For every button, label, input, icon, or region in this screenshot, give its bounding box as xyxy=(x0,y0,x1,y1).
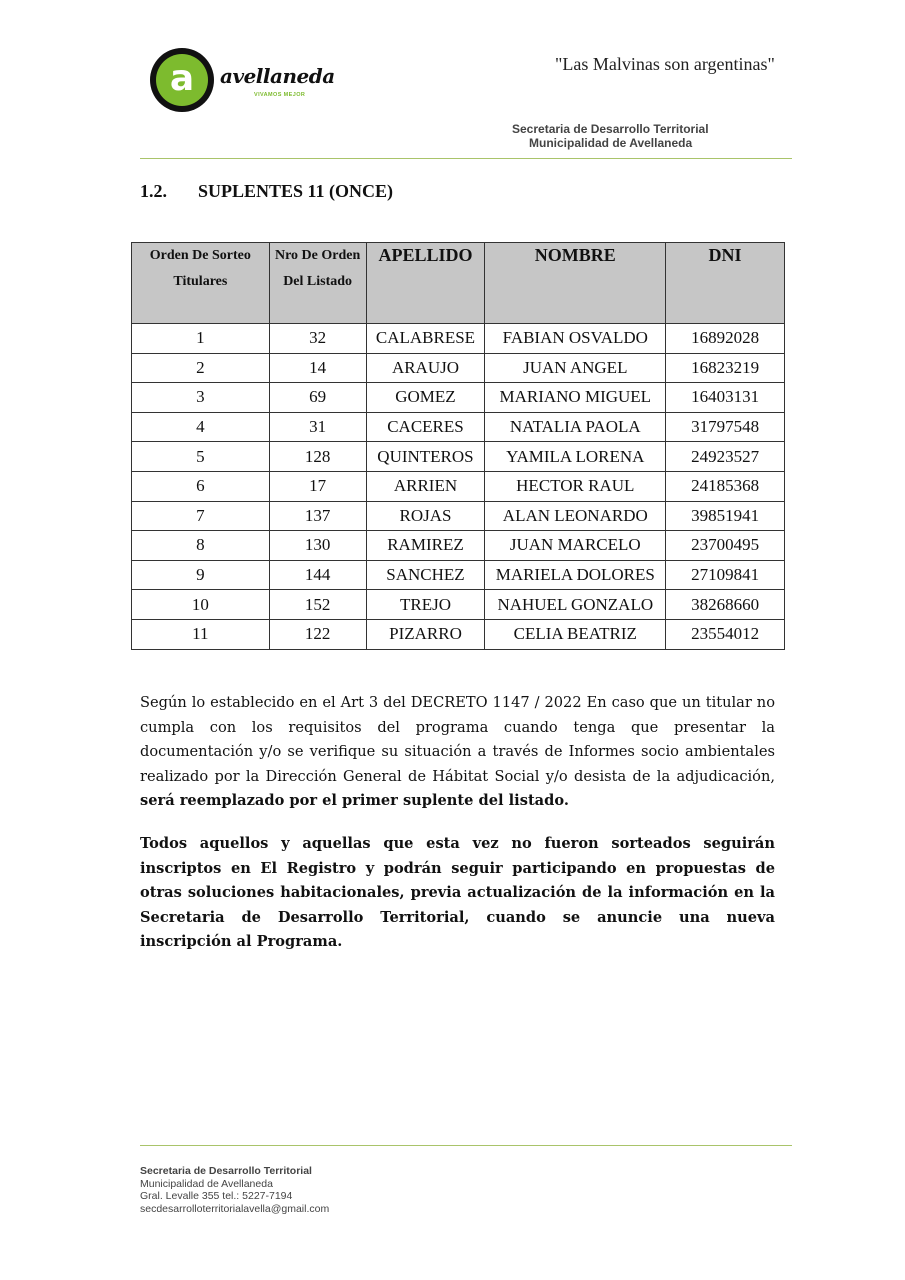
cell-nro-orden: 152 xyxy=(269,590,366,620)
cell-apellido: TREJO xyxy=(366,590,485,620)
section-heading xyxy=(140,181,393,202)
header-orden-sorteo: Orden De Sorteo Titulares xyxy=(132,243,270,324)
cell-dni: 23554012 xyxy=(666,619,785,649)
substitutes-table xyxy=(131,242,785,650)
header-divider xyxy=(140,158,792,159)
cell-apellido: ARAUJO xyxy=(366,353,485,383)
paragraph-decree-bold: será reemplazado por el primer suplente del listado. xyxy=(140,792,569,809)
footer-municipality: Municipalidad de Avellaneda xyxy=(140,1177,273,1190)
logo-wordmark: avellaneda xyxy=(220,64,335,88)
header-department xyxy=(512,122,709,150)
logo-letter: a xyxy=(156,54,208,106)
cell-nro-orden: 32 xyxy=(269,324,366,354)
cell-dni: 24923527 xyxy=(666,442,785,472)
footer-department: Secretaria de Desarrollo Territorial xyxy=(140,1165,312,1177)
cell-dni: 27109841 xyxy=(666,560,785,590)
cell-nombre: FABIAN OSVALDO xyxy=(485,324,666,354)
paragraph-decree-text: Según lo establecido en el Art 3 del DECRETO 1147 / 2022 En caso que un titular no cumpla con los requisitos del programa cuando tenga que presentar la documentación y/o se verifique su situación a través de Informes socio ambientales realizado por la Dirección General de Hábitat Social y/o desista de la adjudicación, xyxy=(140,694,775,785)
cell-nombre: NATALIA PAOLA xyxy=(485,412,666,442)
footer-address: Gral. Levalle 355 tel.: 5227-7194 xyxy=(140,1190,293,1202)
cell-nro-orden: 144 xyxy=(269,560,366,590)
cell-orden-sorteo: 3 xyxy=(132,383,270,413)
table-row xyxy=(132,471,785,501)
paragraph-registry: Todos aquellos y aquellas que esta vez no fueron sorteados seguirán inscriptos en El Registro y podrán seguir participando en propuestas de otras soluciones habitacionales, previa actualización de la información en la Secretaria de Desarrollo Territorial, cuando se anuncie una nueva inscripción al Programa. xyxy=(140,835,775,950)
cell-orden-sorteo: 9 xyxy=(132,560,270,590)
cell-apellido: CALABRESE xyxy=(366,324,485,354)
header-department-line2: Municipalidad de Avellaneda xyxy=(529,136,693,150)
section-title: SUPLENTES 11 (ONCE) xyxy=(198,181,394,201)
cell-dni: 24185368 xyxy=(666,471,785,501)
cell-dni: 31797548 xyxy=(666,412,785,442)
header-apellido: APELLIDO xyxy=(366,243,485,324)
cell-nro-orden: 137 xyxy=(269,501,366,531)
cell-orden-sorteo: 2 xyxy=(132,353,270,383)
cell-nro-orden: 130 xyxy=(269,531,366,561)
table-row xyxy=(132,442,785,472)
footer xyxy=(140,1165,329,1215)
cell-orden-sorteo: 10 xyxy=(132,590,270,620)
cell-nombre: CELIA BEATRIZ xyxy=(485,619,666,649)
cell-apellido: PIZARRO xyxy=(366,619,485,649)
table-row xyxy=(132,560,785,590)
table-row xyxy=(132,590,785,620)
header-dni: DNI xyxy=(666,243,785,324)
header-nro-orden: Nro De Orden Del Listado xyxy=(269,243,366,324)
cell-orden-sorteo: 6 xyxy=(132,471,270,501)
cell-orden-sorteo: 7 xyxy=(132,501,270,531)
cell-nro-orden: 17 xyxy=(269,471,366,501)
cell-apellido: CACERES xyxy=(366,412,485,442)
cell-nombre: MARIANO MIGUEL xyxy=(485,383,666,413)
table-body xyxy=(132,324,785,650)
cell-dni: 16823219 xyxy=(666,353,785,383)
header-nombre: NOMBRE xyxy=(485,243,666,324)
table-header-row xyxy=(132,243,785,324)
cell-dni: 16403131 xyxy=(666,383,785,413)
cell-dni: 16892028 xyxy=(666,324,785,354)
cell-dni: 39851941 xyxy=(666,501,785,531)
header-department-line1: Secretaria de Desarrollo Territorial xyxy=(512,122,709,136)
cell-nro-orden: 31 xyxy=(269,412,366,442)
footer-email: secdesarrolloterritorialavella@gmail.com xyxy=(140,1202,330,1215)
cell-nro-orden: 69 xyxy=(269,383,366,413)
table-row xyxy=(132,383,785,413)
cell-apellido: GOMEZ xyxy=(366,383,485,413)
table-row xyxy=(132,412,785,442)
section-number: 1.2. xyxy=(140,181,167,201)
cell-nombre: NAHUEL GONZALO xyxy=(485,590,666,620)
cell-nombre: YAMILA LORENA xyxy=(485,442,666,472)
cell-dni: 23700495 xyxy=(666,531,785,561)
cell-nro-orden: 122 xyxy=(269,619,366,649)
cell-orden-sorteo: 8 xyxy=(132,531,270,561)
cell-dni: 38268660 xyxy=(666,590,785,620)
table-row xyxy=(132,501,785,531)
header-motto: "Las Malvinas son argentinas" xyxy=(555,54,775,74)
logo-circle xyxy=(150,48,214,112)
table-row xyxy=(132,353,785,383)
cell-nro-orden: 14 xyxy=(269,353,366,383)
footer-divider xyxy=(140,1145,792,1146)
cell-nro-orden: 128 xyxy=(269,442,366,472)
cell-orden-sorteo: 1 xyxy=(132,324,270,354)
cell-apellido: RAMIREZ xyxy=(366,531,485,561)
cell-apellido: ROJAS xyxy=(366,501,485,531)
avellaneda-logo xyxy=(150,48,335,118)
cell-nombre: JUAN MARCELO xyxy=(485,531,666,561)
cell-apellido: ARRIEN xyxy=(366,471,485,501)
logo-slogan: VIVAMOS MEJOR xyxy=(254,92,306,98)
cell-orden-sorteo: 4 xyxy=(132,412,270,442)
cell-orden-sorteo: 11 xyxy=(132,619,270,649)
cell-nombre: MARIELA DOLORES xyxy=(485,560,666,590)
cell-orden-sorteo: 5 xyxy=(132,442,270,472)
paragraph-decree xyxy=(140,691,775,814)
table-row xyxy=(132,531,785,561)
cell-apellido: QUINTEROS xyxy=(366,442,485,472)
cell-nombre: ALAN LEONARDO xyxy=(485,501,666,531)
cell-nombre: HECTOR RAUL xyxy=(485,471,666,501)
table-row xyxy=(132,619,785,649)
cell-nombre: JUAN ANGEL xyxy=(485,353,666,383)
cell-apellido: SANCHEZ xyxy=(366,560,485,590)
table-row xyxy=(132,324,785,354)
